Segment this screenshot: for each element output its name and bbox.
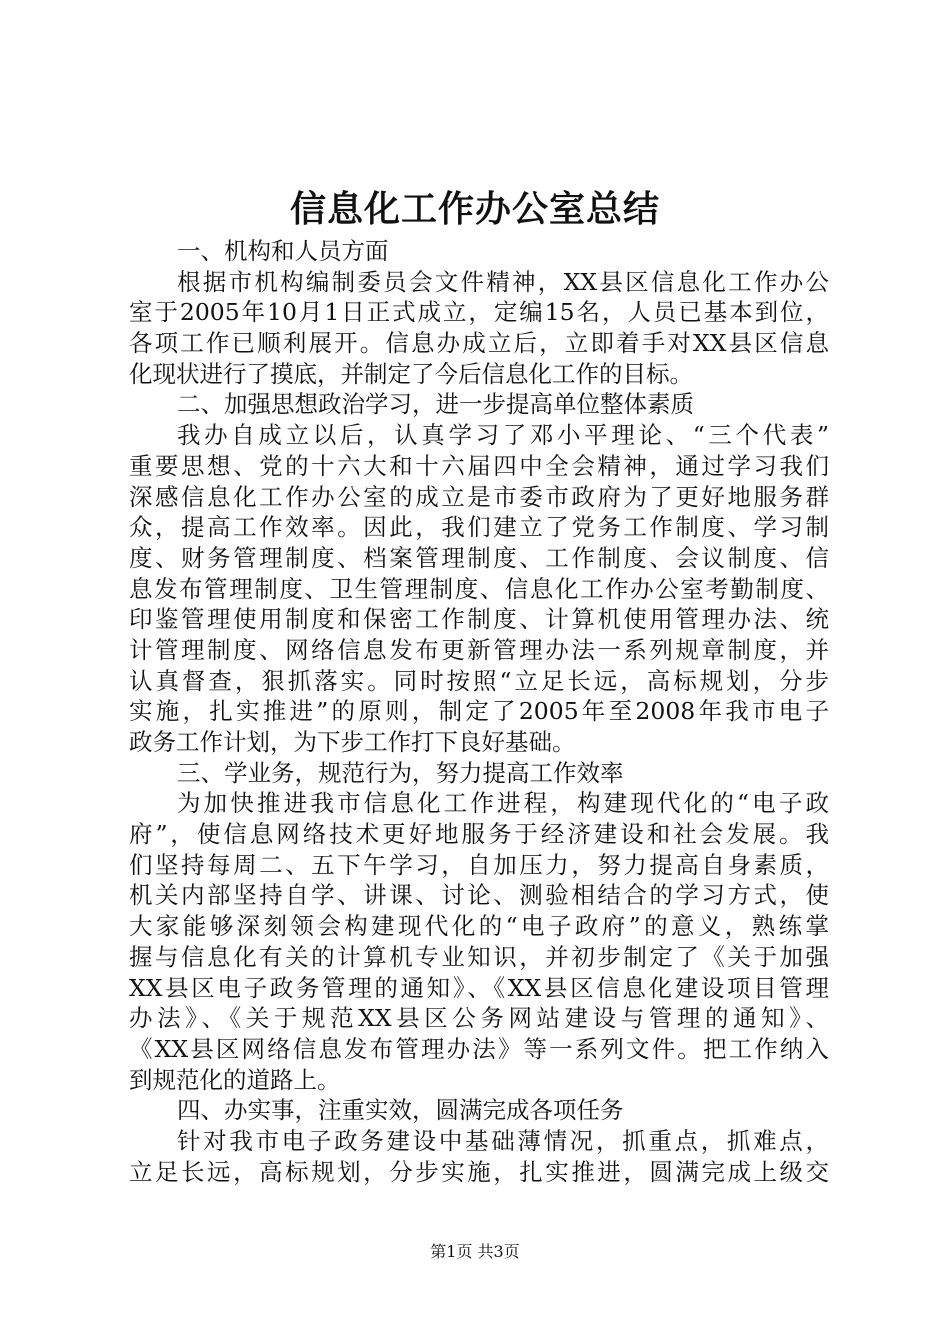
text-line: 《XX县区网络信息发布管理办法》等一系列文件。把工作纳入 xyxy=(129,1034,829,1063)
text-line: 印鉴管理使用制度和保密工作制度、计算机使用管理办法、统 xyxy=(129,605,829,634)
text-line: 众，提高工作效率。因此，我们建立了党务工作制度、学习制 xyxy=(129,513,829,542)
document-title: 信息化工作办公室总结 xyxy=(289,188,660,230)
text-line: 我办自成立以后，认真学习了邓小平理论、“三个代表” xyxy=(177,421,829,450)
text-line: 认真督查，狠抓落实。同时按照“立足长远，高标规划，分步 xyxy=(129,666,829,695)
text-line: 一、机构和人员方面 xyxy=(177,237,389,265)
text-line: 立足长远，高标规划，分步实施，扎实推进，圆满完成上级交 xyxy=(129,1157,829,1186)
text-line: 重要思想、党的十六大和十六届四中全会精神，通过学习我们 xyxy=(129,451,829,480)
text-line: 度、财务管理制度、档案管理制度、工作制度、会议制度、信 xyxy=(129,543,829,572)
text-line: 实施，扎实推进”的原则，制定了2005年至2008年我市电子 xyxy=(129,697,829,726)
text-line: 握与信息化有关的计算机专业知识，并初步制定了《关于加强 xyxy=(129,942,829,971)
text-line: 息发布管理制度、卫生管理制度、信息化工作办公室考勤制度、 xyxy=(129,574,829,603)
text-line: 深感信息化工作办公室的成立是市委市政府为了更好地服务群 xyxy=(129,482,829,511)
page-footer: 第1页 共3页 xyxy=(430,1242,520,1261)
text-line: 根据市机构编制委员会文件精神，XX县区信息化工作办公 xyxy=(177,267,829,296)
text-line: 为加快推进我市信息化工作进程，构建现代化的“电子政 xyxy=(177,789,829,818)
text-line: 政务工作计划，为下步工作打下良好基础。 xyxy=(129,728,576,756)
text-line: 室于2005年10月1日正式成立，定编15名，人员已基本到位， xyxy=(129,298,829,327)
text-line: 大家能够深刻领会构建现代化的“电子政府”的意义，熟练掌 xyxy=(129,912,829,941)
text-line: 府”，使信息网络技术更好地服务于经济建设和社会发展。我 xyxy=(129,820,829,849)
text-line: 到规范化的道路上。 xyxy=(129,1065,341,1094)
text-line: 机关内部坚持自学、讲课、讨论、测验相结合的学习方式，使 xyxy=(129,881,829,910)
text-line: 办法》、《关于规范XX县区公务网站建设与管理的通知》、 xyxy=(129,1004,829,1033)
text-line: 针对我市电子政务建设中基础薄情况，抓重点，抓难点， xyxy=(177,1126,829,1155)
text-line: 二、加强思想政治学习，进一步提高单位整体素质 xyxy=(177,390,694,419)
document-body xyxy=(129,236,829,1187)
text-line: 化现状进行了摸底，并制定了今后信息化工作的目标。 xyxy=(129,359,693,388)
text-line: 们坚持每周二、五下午学习，自加压力，努力提高自身素质， xyxy=(129,850,829,879)
text-line: 各项工作已顺利展开。信息办成立后，立即着手对XX县区信息 xyxy=(129,329,829,358)
text-line: 三、学业务，规范行为，努力提高工作效率 xyxy=(177,758,624,787)
text-line: 四、办实事，注重实效，圆满完成各项任务 xyxy=(177,1096,624,1125)
text-line: XX县区电子政务管理的通知》、《XX县区信息化建设项目管理 xyxy=(129,973,829,1002)
text-line: 计管理制度、网络信息发布更新管理办法一系列规章制度，并 xyxy=(129,635,829,664)
